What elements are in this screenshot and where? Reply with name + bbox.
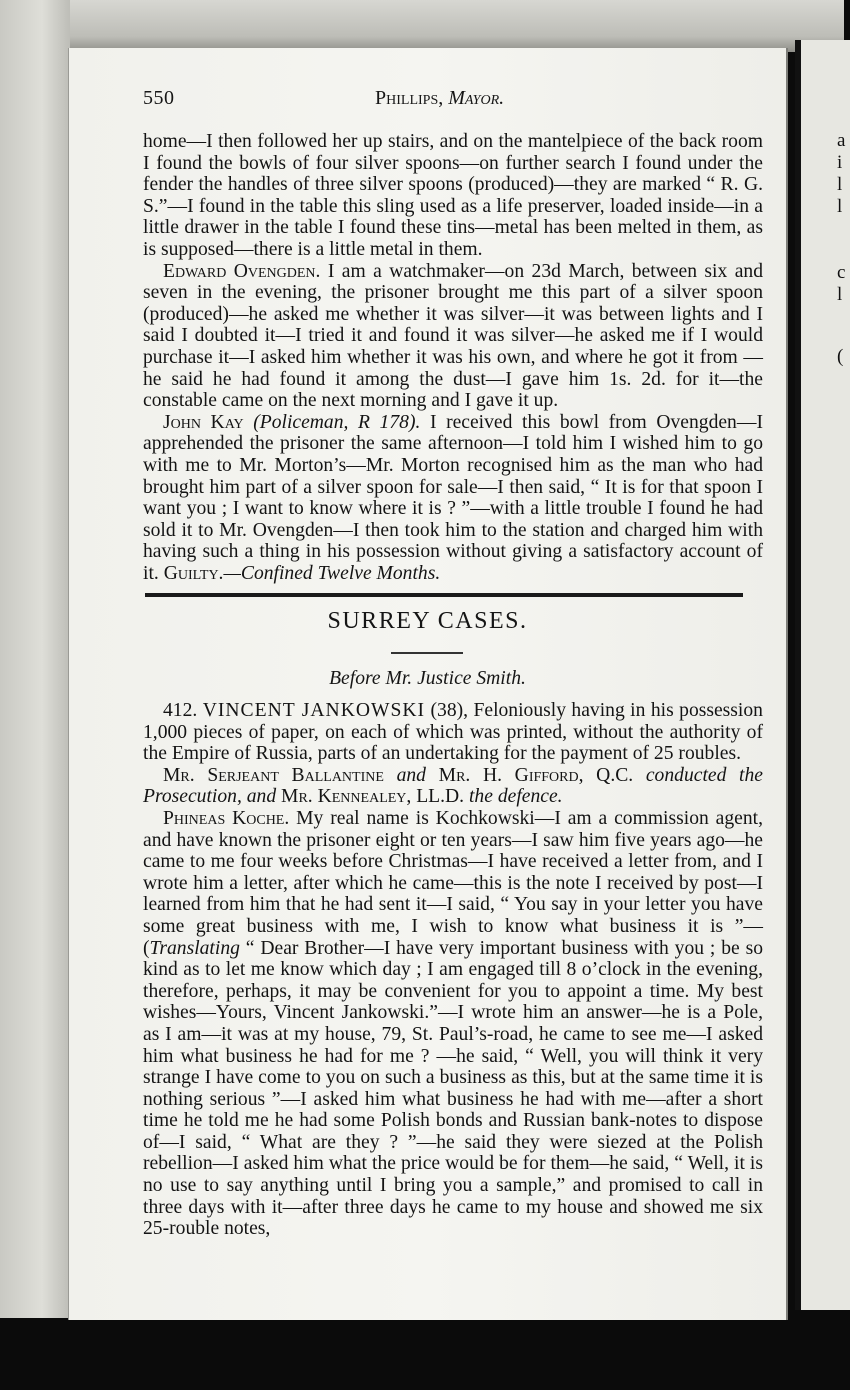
testimony-text: My real name is Kochkowski—I am a commission agent, and have known the prisoner eight or ten years—I saw him five years ago—he came to me four weeks before Christmas—I have received a letter from, and I wrote him a letter, after which he came—this is the note I received by post—I learned from him that he had sent it—I said, “ You say in your letter you have some great business with me, I wish to know what business it is ”—(	[143, 807, 763, 959]
testimony-text: I am a watchmaker—on 23d March, between six and seven in the evening, the prisoner brought me this part of a silver spoon (produced)—he asked me whether it was silver—it was between lights and I said I doubted it—I tried it and found it was silver—he asked me if I would purchase it—I asked him whether it was his own, and where he got it from —he said he had found it among the dust—I gave him 1s. 2d. for it—the constable came on the next morning and I gave it up.	[143, 260, 763, 412]
section-title: SURREY CASES.	[327, 608, 528, 634]
prosecution-counsel: Mr. Serjeant Ballantine	[163, 764, 384, 786]
witness-name: Edward Ovengden.	[163, 260, 321, 282]
page-header	[143, 87, 748, 115]
adjacent-page-fragment: l	[837, 284, 843, 305]
case-block	[143, 700, 763, 1240]
koche-testimony	[143, 808, 763, 1240]
adjacent-page-fragment: c	[837, 262, 846, 283]
counsel-line	[143, 765, 763, 808]
kay-testimony	[143, 412, 763, 585]
witness-role: (Policeman, R 178).	[243, 411, 421, 433]
counsel-joiner: and	[383, 764, 439, 786]
adjacent-page-fragment: i	[837, 152, 843, 173]
adjacent-page-fragment: l	[837, 174, 843, 195]
running-title	[375, 87, 504, 110]
scanner-bottom-margin	[0, 1318, 844, 1390]
sentence: —Confined Twelve Months.	[223, 562, 441, 584]
charge-text: Feloniously having in his possession 1,000 pieces of paper, on each of which was printed, without the authority of the Empire of Russia, parts of an undertaking for the payment of 25 roubles.	[143, 700, 763, 765]
scanner-top-margin	[0, 0, 844, 52]
title-underline	[391, 652, 463, 654]
ovengden-testimony	[143, 261, 763, 412]
counsel-qc: Q.C.	[583, 764, 634, 786]
witness-name: John Kay	[163, 411, 244, 433]
translating-note: Translating	[149, 937, 240, 959]
verdict: Guilty.	[163, 562, 224, 584]
testimony-block	[143, 131, 763, 584]
adjacent-page-fragment: a	[837, 130, 846, 151]
adjacent-page-fragment: l	[837, 196, 843, 217]
case-heading	[143, 700, 763, 765]
defence-counsel: Mr. Kennealey, LL.D.	[281, 786, 465, 808]
section-divider	[145, 593, 743, 597]
running-title-office: Mayor.	[448, 87, 505, 109]
counsel-role: conducted the Prosecution, and	[143, 764, 763, 808]
opening-paragraph: home—I then followed her up stairs, and on the mantelpiece of the back room I found the bowls of four silver spoons—on further search I found under the fender the handles of three silver spoons (produced)—they are marked “ R. G. S.”—I found in the table this sling used as a life preserver, loaded inside—in a little drawer in the table I found these tins—metal has been melted in them, as is supposed—there is a little metal in them.	[143, 131, 763, 260]
second-counsel: Mr. H. Gifford,	[438, 764, 584, 786]
document-page	[68, 48, 788, 1320]
running-title-name: Phillips,	[375, 87, 449, 109]
scanner-left-margin	[0, 0, 70, 1320]
adjacent-page-edge	[795, 40, 850, 1310]
defence-role: the defence.	[464, 786, 563, 808]
adjacent-page-fragment: (	[837, 346, 844, 367]
defendant-name: VINCENT JANKOWSKI	[202, 700, 426, 721]
presiding-judge: Before Mr. Justice Smith.	[329, 668, 526, 689]
testimony-text: I received this bowl from Ovengden—I apprehended the prisoner the same afternoon—I told him I wished him to go with me to Mr. Morton’s—Mr. Morton recognised him as the man who had brought him part of a silver spoon for sale—I then said, “ It is for that spoon I want you ; I want to know where it is ? ”—with a little trouble I found he had sold it to Mr. Ovengden—I then took him to the station and charged him with having such a thing in his possession without giving a satisfactory account of it.	[143, 411, 763, 584]
case-number: 412.	[163, 700, 198, 721]
witness-name: Phineas Koche.	[163, 807, 290, 829]
page-number: 550	[143, 87, 175, 109]
defendant-age: (38),	[425, 700, 469, 721]
testimony-text-continued: “ Dear Brother—I have very important business with you ; be so kind as to let me know which day ; I am engaged till 8 o’clock in the evening, therefore, perhaps, it may be convenient for you to appoint a time. My best wishes—Yours, Vincent Jankowski.”—I wrote him an answer—he is a Pole, as I am—it was at my house, 79, St. Paul’s-road, he came to see me—I asked him what business he had for me ? —he said, “ Well, you will think it very strange I have come to you on such a business as this, but at the same time it is nothing serious ”—I asked him what business he had with me—after a short time he told me he had some Polish bonds and Russian bank-notes to dispose of—I said, “ What are they ? ”—he said they were siezed at the Polish rebellion—I asked him what the price would be for them—he said, “ Well, it is no use to say anything until I bring you a sample,” and promised to call in three days with it—after three days he came to my house and showed me six 25-rouble notes,	[143, 937, 763, 1240]
